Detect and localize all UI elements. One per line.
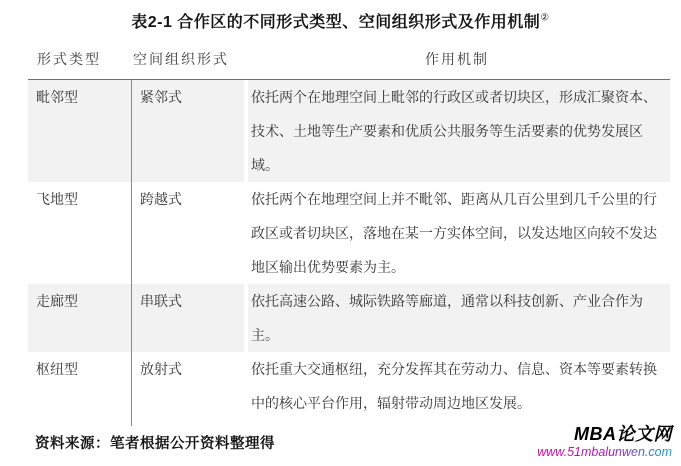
cell-form-type: 枢纽型: [28, 352, 132, 420]
cell-mechanism: 依托两个在地理空间上并不毗邻、距离从几百公里到几千公里的行政区或者切块区，落地在某一方实体空间，以发达地区向较不发达地区输出优势要素为主。: [244, 182, 670, 284]
site-watermark: [537, 424, 672, 459]
cooperation-zone-table: [28, 43, 670, 426]
cell-mechanism: 依托高速公路、城际铁路等廊道，通常以科技创新、产业合作为主。: [244, 284, 670, 352]
header-spatial-organization: 空间组织形式: [133, 51, 229, 67]
cell-spatial-organization: 跨越式: [140, 191, 182, 207]
document-page: [0, 9, 681, 466]
cell-spatial-organization: 放射式: [140, 361, 182, 377]
table-row: [28, 284, 670, 352]
cell-form-type: 走廊型: [28, 284, 132, 352]
footnote-marker: ②: [540, 12, 550, 24]
cell-mechanism: 依托两个在地理空间上毗邻的行政区或者切块区，形成汇聚资本、技术、土地等生产要素和优质公共服务等生活要素的优势发展区域。: [244, 80, 670, 182]
table-header-row: [28, 43, 670, 80]
table-row: [28, 80, 670, 182]
cell-spatial-organization: 串联式: [132, 284, 244, 352]
table-row: [28, 352, 670, 420]
header-form-type: 形式类型: [37, 51, 101, 67]
header-mechanism: 作用机制: [425, 51, 489, 67]
cell-spatial-organization: 紧邻式: [132, 80, 244, 182]
cell-mechanism: 依托重大交通枢纽，充分发挥其在劳动力、信息、资本等要素转换中的核心平台作用，辐射带动周边地区发展。: [244, 352, 670, 420]
site-url-link[interactable]: www.51mbalunwen.com: [537, 444, 672, 459]
column-divider-tail: [28, 420, 132, 426]
cell-form-type: 毗邻型: [28, 80, 132, 182]
site-logo: MBA论文网: [574, 424, 672, 444]
table-caption: [0, 9, 681, 32]
cell-form-type: 飞地型: [28, 182, 132, 284]
table-caption-text: 表2-1 合作区的不同形式类型、空间组织形式及作用机制: [131, 14, 541, 31]
source-note: 资料来源：笔者根据公开资料整理得: [35, 436, 275, 452]
table-row: [28, 182, 670, 284]
